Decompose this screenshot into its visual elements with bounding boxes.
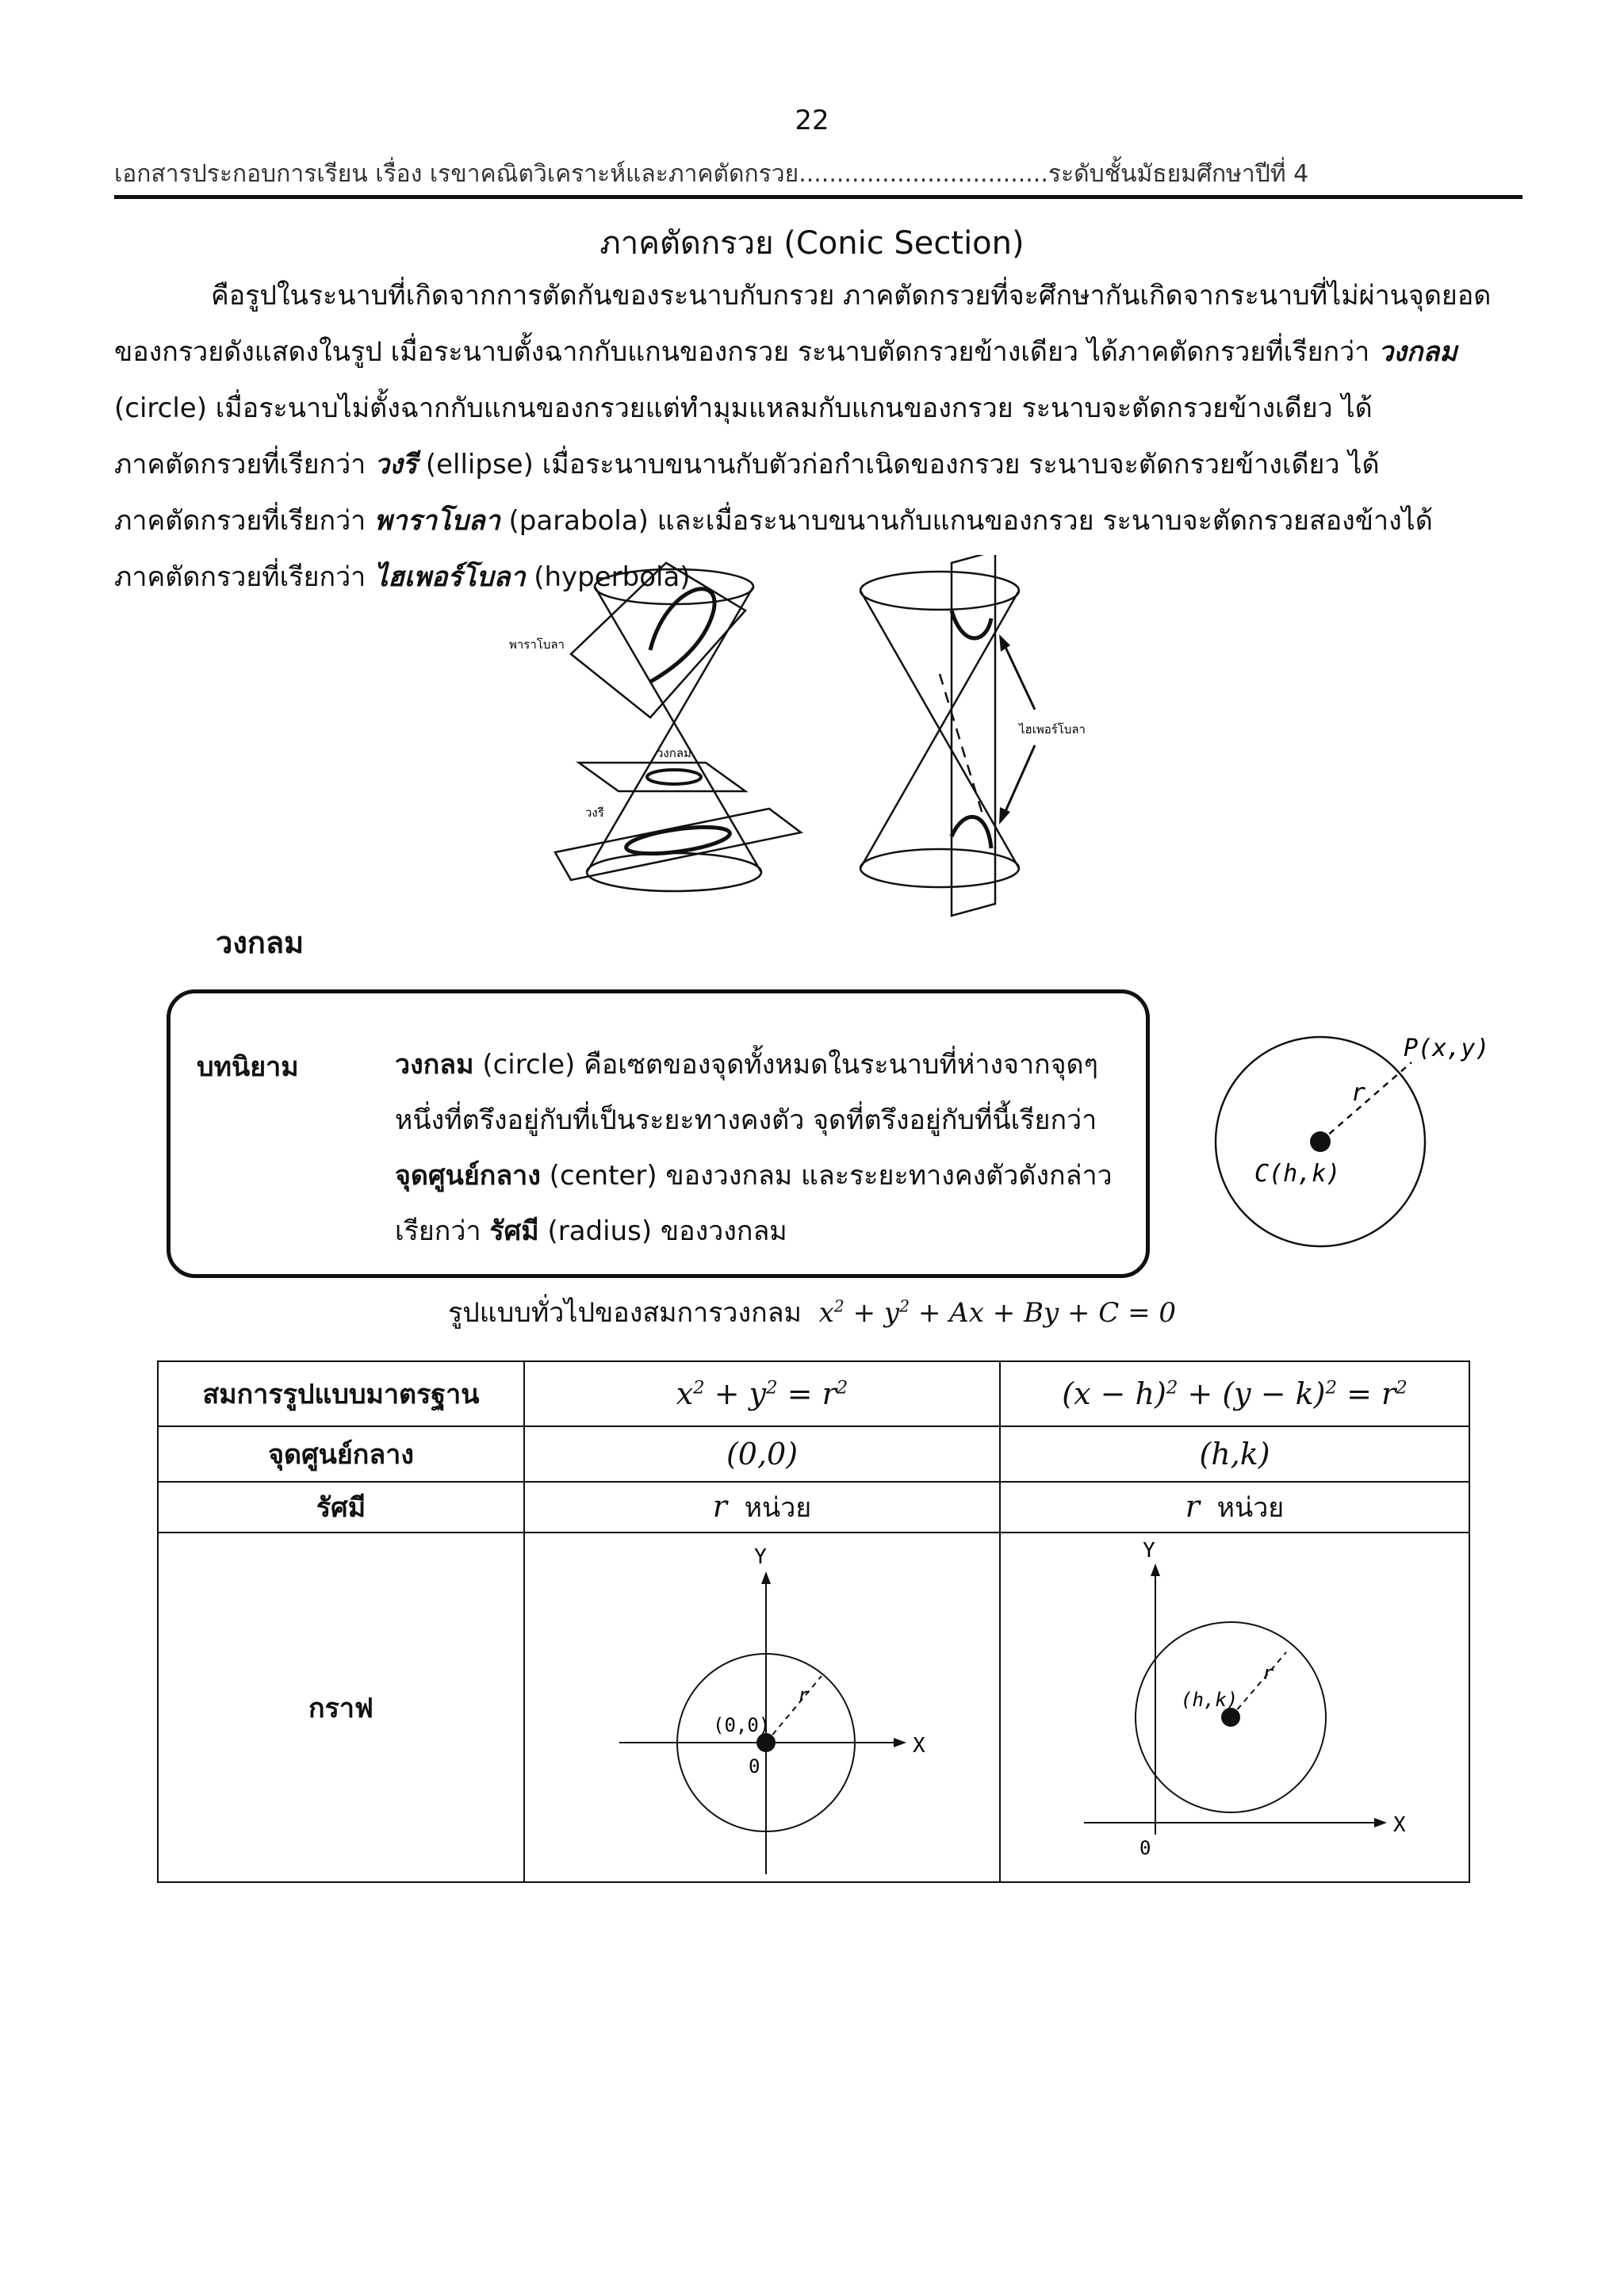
equation-origin: $x^2 + y^2 = r^2$ <box>524 1361 1000 1426</box>
intro-text-1: คือรูปในระนาบที่เกิดจากการตัดกันของระนาบกับกรวย ภาคตัดกรวยที่จะศึกษากันเกิดจากระนาบที่ไม่ผ่านจุดยอดของกรวยดังแสดงในรูป เมื่อระนาบตั้งฉากกับแกนของกรวย ระนาบตัดกรวยข้างเดียว ได้ภาคตัดกรวยที่เรียกว่า <box>114 280 1492 368</box>
def-text-3: (radius) ของวงกลม <box>538 1215 787 1247</box>
definition-circle-figure <box>1205 1023 1507 1253</box>
section-title: ภาคตัดกรวย (Conic Section) <box>599 225 1025 262</box>
center-label: C(h,k) <box>1254 1160 1341 1188</box>
equation-general: $(x - h)^2 + (y - k)^2 = r^2$ <box>1000 1361 1469 1426</box>
label-circle: วงกลม <box>657 746 691 760</box>
general-form-text: รูปแบบทั่วไปของสมการวงกลม <box>447 1297 802 1329</box>
subheading-circle: วงกลม <box>216 925 304 960</box>
radius-label: r <box>798 1684 810 1706</box>
term-parabola: พาราโบลา <box>374 505 500 537</box>
center-general: (h,k) <box>1000 1426 1469 1482</box>
row-label-center: จุดศูนย์กลาง <box>158 1426 524 1482</box>
circle-curve <box>647 770 701 784</box>
label-parabola: พาราโบลา <box>509 637 565 652</box>
center-point <box>1310 1131 1331 1152</box>
point-label: P(x,y) <box>1404 1035 1490 1062</box>
row-label-graph: กราฟ <box>158 1533 524 1882</box>
circle-plane <box>579 763 745 791</box>
left-cone-top-rim <box>595 569 753 604</box>
def-text-1: (circle) คือเซตของจุดทั้งหมดในระนาบที่ห่างจากจุดๆ หนึ่งที่ตรึงอยู่กับที่เป็นระยะทางคงตัว จุดที่ตรึงอยู่กับที่นี้เรียกว่า <box>395 1049 1098 1136</box>
hyperbola-upper-branch <box>952 610 991 638</box>
radius-general: r หน่วย <box>1000 1482 1469 1533</box>
radius-line <box>1320 1062 1411 1142</box>
y-axis-label: Y <box>754 1545 767 1569</box>
row-label-radius: รัศมี <box>158 1482 524 1533</box>
radius-line <box>766 1676 822 1743</box>
def-term-center: จุดศูนย์กลาง <box>395 1160 541 1192</box>
y-axis-arrow <box>1151 1563 1160 1576</box>
term-circle: วงกลม <box>1378 336 1457 368</box>
x-axis-arrow <box>1374 1818 1387 1827</box>
standard-form-table <box>157 1360 1470 1883</box>
def-term-circle: วงกลม <box>395 1049 474 1081</box>
origin-label: 0 <box>749 1755 760 1777</box>
x-axis-label: X <box>913 1734 925 1758</box>
table-row <box>158 1426 1469 1482</box>
definition-text <box>395 1037 1140 1259</box>
radius-line <box>1231 1652 1286 1717</box>
general-form-equation: $x^2 + y^2 + Ax + By + C = 0$ <box>818 1296 1177 1329</box>
arrow-head-upper <box>999 634 1010 652</box>
y-axis-label: Y <box>1143 1539 1155 1563</box>
radius-origin: r หน่วย <box>524 1482 1000 1533</box>
intro-text-4: (parabola) และเมื่อระนาบขนานกับแกนของกรวย ระนาบจะตัดกรวยสองข้างได้ภาคตัดกรวยที่เรียกว่า <box>114 505 1433 593</box>
definition-label: บทนิยาม <box>197 1051 299 1083</box>
graph-origin <box>540 1533 984 1874</box>
intro-text-3: (ellipse) เมื่อระนาบขนานกับตัวก่อกำเนิดของกรวย ระนาบจะตัดกรวยข้างเดียว ได้ภาคตัดกรวยที่เรียกว่า <box>114 449 1380 537</box>
center-label: (h,k) <box>1181 1689 1239 1711</box>
table-row <box>158 1482 1469 1533</box>
intro-text-2: (circle) เมื่อระนาบไม่ตั้งฉากกับแกนของกรวยแต่ทำมุมแหลมกับแกนของกรวย ระนาบจะตัดกรวยข้างเดียว ได้ภาคตัดกรวยที่เรียกว่า <box>114 392 1373 480</box>
term-ellipse: วงรี <box>374 449 418 480</box>
header-rule <box>114 195 1522 199</box>
graph-origin-cell <box>524 1533 1000 1882</box>
ellipse-curve <box>625 822 732 859</box>
graph-general-cell <box>1000 1533 1469 1882</box>
center-origin: (0,0) <box>524 1426 1000 1482</box>
def-term-radius: รัศมี <box>489 1215 539 1247</box>
table-row <box>158 1533 1469 1882</box>
term-hyperbola: ไฮเพอร์โบลา <box>374 561 526 593</box>
radius-label: r <box>1351 1079 1366 1107</box>
conic-sections-figure <box>508 555 1142 928</box>
def-text-2: (center) ของวงกลม และระยะทางคงตัวดังกล่าวเรียกว่า <box>395 1160 1113 1247</box>
label-hyperbola: ไฮเพอร์โบลา <box>1019 722 1086 737</box>
label-ellipse: วงรี <box>585 806 604 820</box>
origin-label: 0 <box>1139 1837 1151 1859</box>
row-label-standard-equation: สมการรูปแบบมาตรฐาน <box>158 1361 524 1426</box>
intro-text-5: (hyperbola) <box>525 561 691 593</box>
x-axis-arrow <box>894 1738 906 1747</box>
x-axis-label: X <box>1393 1813 1406 1837</box>
y-axis-arrow <box>761 1571 771 1584</box>
table-row <box>158 1361 1469 1426</box>
running-header: เอกสารประกอบการเรียน เรื่อง เรขาคณิตวิเคราะห์และภาคตัดกรวย.................................ระดับชั้นมัธยมศึกษาปีที่ 4 <box>114 160 1309 188</box>
radius-label: r <box>1262 1662 1274 1684</box>
general-form-line <box>0 1291 1624 1334</box>
hyperbola-lower-branch <box>952 817 991 848</box>
page-number: 22 <box>795 105 829 136</box>
graph-general <box>1013 1533 1457 1874</box>
center-label: (0,0) <box>713 1714 771 1736</box>
arrow-head-lower <box>999 807 1010 825</box>
